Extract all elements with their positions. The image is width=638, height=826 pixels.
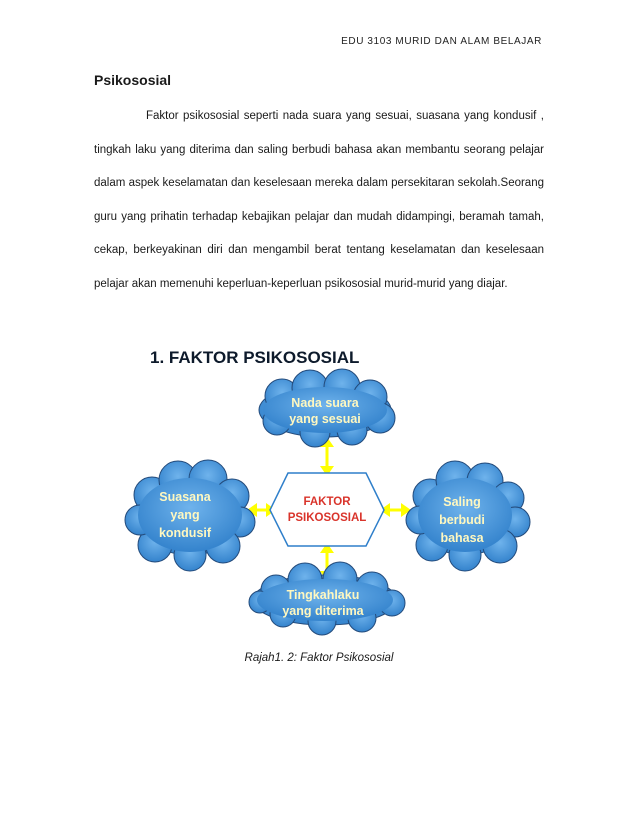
- body-paragraph: Faktor psikososial seperti nada suara yang sesuai, suasana yang kondusif , tingkah laku yang diterima dan saling berbudi bahasa akan membantu seorang pelajar dalam aspek keselamatan dan keselesaan mereka dalam persekitaran sekolah.Seorang guru yang prihatin terhadap kebajikan pelajar dan mudah didampingi, beramah tamah, cekap, berkeyakinan diri dan mengambil berat tentang keselamatan dan keselesaan pelajar akan memenuhi keperluan-keperluan psikososial murid-murid yang diajar.: [94, 110, 544, 290]
- center-line-1: FAKTOR: [303, 496, 351, 508]
- cloud-right-line-1: Saling: [443, 495, 481, 509]
- cloud-left-line-1: Suasana: [159, 490, 211, 504]
- figure-caption: Rajah1. 2: Faktor Psikososial: [244, 652, 394, 664]
- cloud-left-line-3: kondusif: [158, 526, 212, 540]
- diagram-title: 1. FAKTOR PSIKOSOSIAL: [150, 348, 360, 367]
- center-line-2: PSIKOSOSIAL: [287, 512, 367, 524]
- cloud-left-line-2: yang: [170, 508, 200, 522]
- center-hexagon: [270, 473, 384, 546]
- page-header: EDU 3103 MURID DAN ALAM BELAJAR: [341, 36, 542, 47]
- cloud-right-line-2: berbudi: [439, 513, 485, 527]
- cloud-bottom-line-1: Tingkahlaku: [286, 588, 360, 602]
- cloud-top-line-2: yang sesuai: [289, 412, 361, 426]
- cloud-top-line-1: Nada suara: [291, 396, 359, 410]
- cloud-right-line-3: bahasa: [440, 531, 484, 545]
- cloud-bottom-line-2: yang diterima: [282, 604, 364, 618]
- section-title: Psikososial: [94, 72, 172, 88]
